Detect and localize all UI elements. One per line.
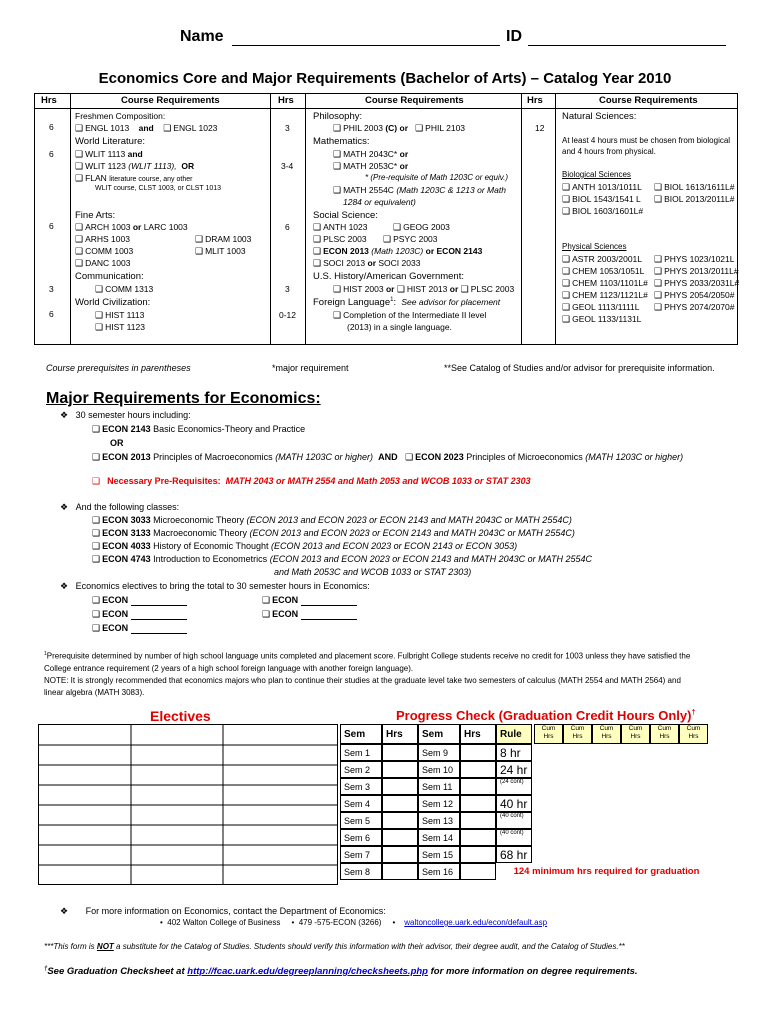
world-lit-label: World Literature:	[75, 136, 146, 147]
course-check: ❑ ANTH 1013/1011L	[562, 182, 642, 193]
phys-sciences-label: Physical Sciences	[562, 242, 627, 251]
anth1023-row: ❑ ANTH 1023	[313, 222, 368, 233]
sem-label: Sem 14	[418, 829, 460, 846]
sem-label: Sem 10	[418, 761, 460, 778]
math2043-row: ❑ MATH 2043C* or	[333, 149, 409, 160]
course-check: ❑ CHEM 1123/1121L#	[562, 290, 648, 301]
checkbox-icon[interactable]: ❑	[95, 323, 104, 333]
checksheet-link[interactable]: http://fcac.uark.edu/degreeplanning/checksheets.php	[187, 966, 428, 978]
sem-label: Sem 9	[418, 744, 460, 761]
course-check: ❑ BIOL 2013/2011L#	[654, 194, 735, 205]
contact-line: ❖ For more information on Economics, contact the Department of Economics:	[60, 906, 386, 917]
freshman-comp-label: Freshmen Composition:	[75, 111, 166, 121]
sem-label: Sem 5	[340, 812, 382, 829]
name-field[interactable]	[232, 45, 500, 46]
sem-label: Sem 16	[418, 863, 460, 880]
checkbox-icon[interactable]: ❑	[313, 223, 322, 233]
cum-hrs-cell[interactable]	[679, 724, 708, 744]
major-item: ❖ 30 semester hours including:	[60, 410, 191, 421]
checkbox-icon[interactable]: ❑	[396, 285, 405, 295]
hist1113-row: ❑ HIST 1113	[95, 310, 145, 321]
page-title: Economics Core and Major Requirements (Bachelor of Arts) – Catalog Year 2010	[98, 70, 672, 87]
econ3033-row: ❑ ECON 3033 Microeconomic Theory (ECON 2013 and ECON 2023 or ECON 2143 and MATH 2043C or MATH 2554C)	[92, 515, 572, 526]
checkbox-icon[interactable]: ❑	[562, 195, 571, 205]
econ2143-row: ❑ ECON 2143 Basic Economics-Theory and Practice	[92, 424, 306, 435]
sem-label: Sem 2	[340, 761, 382, 778]
hrs-input[interactable]	[382, 795, 418, 812]
checkbox-icon[interactable]: ❑	[562, 207, 571, 217]
sem-header: Sem	[340, 724, 382, 744]
engl-row: ❑ ENGL 1013 and ❑ ENGL 1023	[75, 123, 218, 134]
sem-label: Sem 4	[340, 795, 382, 812]
hrs-header: Hrs	[382, 724, 418, 744]
checkbox-icon[interactable]: ❑	[75, 162, 84, 172]
name-label: Name	[180, 28, 224, 45]
checkbox-icon[interactable]: ❑	[75, 223, 84, 233]
hrs-input[interactable]	[460, 863, 496, 880]
sem-label: Sem 8	[340, 863, 382, 880]
rule-value: 24 hr	[496, 761, 532, 778]
econ2013-row: ❑ ECON 2013 (Math 1203C) or ECON 2143	[313, 246, 483, 257]
hrs-input[interactable]	[460, 778, 496, 795]
checkbox-icon[interactable]: ❑	[313, 259, 322, 269]
electives-table[interactable]	[38, 724, 338, 885]
course-check: ❑ BIOL 1613/1611L#	[654, 182, 735, 193]
rule-header: Rule	[496, 724, 532, 744]
checkbox-icon[interactable]: ❑	[75, 235, 84, 245]
cum-label: Cum	[570, 725, 585, 732]
checkbox-icon[interactable]: ❑	[92, 542, 101, 552]
hours-value: 12	[535, 123, 545, 133]
cum-hrs-label: Hrs	[630, 733, 641, 740]
hrs-header: Hrs	[278, 95, 294, 106]
world-civ-label: World Civilization:	[75, 297, 151, 308]
checkbox-icon[interactable]: ❑	[92, 529, 101, 539]
wlit-row-2: ❑ WLIT 1123 (WLIT 1113), OR	[75, 161, 195, 172]
checkbox-icon[interactable]: ❑	[333, 162, 342, 172]
hrs-input[interactable]	[460, 829, 496, 846]
checkbox-icon[interactable]: ❑	[313, 235, 322, 245]
bio-sciences-label: Biological Sciences	[562, 170, 631, 179]
checkbox-icon[interactable]: ❑	[383, 235, 392, 245]
flan-row: ❑ FLAN literature course, any other	[75, 173, 193, 184]
econ4743-row: ❑ ECON 4743 Introduction to Econometrics (ECON 2013 and ECON 2023 or ECON 2143 and MATH 2043C or MATH 2554C	[92, 554, 593, 565]
course-req-header: Course Requirements	[365, 95, 464, 106]
cum-label: Cum	[599, 725, 614, 732]
philosophy-label: Philosophy:	[313, 111, 363, 122]
natural-note: and 4 hours from physical.	[562, 147, 656, 156]
hrs-input[interactable]	[382, 761, 418, 778]
mlit-row: ❑ MLIT 1003	[195, 246, 246, 257]
checkbox-icon[interactable]: ❑	[262, 610, 271, 620]
major-item: ❖ And the following classes:	[60, 502, 180, 513]
sem-label: Sem 6	[340, 829, 382, 846]
completion-row: ❑ Completion of the Intermediate II level	[333, 310, 487, 321]
checkbox-icon[interactable]: ❑	[654, 195, 663, 205]
fine-arts-label: Fine Arts:	[75, 210, 116, 221]
course-check: ❑ PHYS 2054/2050#	[654, 290, 735, 301]
checksheet-note: †See Graduation Checksheet at http://fcac.uark.edu/degreeplanning/checksheets.php for more information on degree requirements.	[44, 966, 638, 978]
cum-hrs-label: Hrs	[572, 733, 583, 740]
checkbox-icon[interactable]: ❑	[92, 516, 101, 526]
econ-elective-blank[interactable]: ❑ ECON	[92, 609, 187, 620]
sem-label: Sem 13	[418, 812, 460, 829]
min-hours-note: 124 minimum hrs required for graduation	[513, 866, 700, 877]
checkbox-icon[interactable]: ❑	[562, 303, 571, 313]
natural-note: At least 4 hours must be chosen from biological	[562, 136, 731, 145]
sem-header: Sem	[418, 724, 460, 744]
checkbox-icon[interactable]: ❑	[92, 453, 101, 463]
hist-row: ❑ HIST 2003 or ❑ HIST 2013 or ❑ PLSC 2003	[333, 284, 515, 295]
geog2003-row: ❑ GEOG 2003	[393, 222, 450, 233]
econ-elective-blank[interactable]: ❑ ECON	[262, 595, 357, 606]
hrs-input[interactable]	[382, 812, 418, 829]
hrs-input[interactable]	[460, 812, 496, 829]
checkbox-icon[interactable]: ❑	[562, 183, 571, 193]
comm1313-row: ❑ COMM 1313	[95, 284, 154, 295]
checkbox-icon[interactable]: ❑	[460, 285, 469, 295]
checkbox-icon[interactable]: ❑	[92, 555, 101, 565]
necessary-prereqs: ❑ Necessary Pre-Requisites: MATH 2043 or MATH 2554 and Math 2053 and WCOB 1033 or STAT 2303	[92, 476, 531, 487]
hrs-input[interactable]	[460, 761, 496, 778]
checkbox-icon[interactable]: ❑	[95, 285, 104, 295]
arhs-row: ❑ ARHS 1003	[75, 234, 130, 245]
hours-value: 3	[285, 123, 290, 133]
progress-title: Progress Check (Graduation Credit Hours Only)†	[396, 708, 696, 723]
id-field[interactable]	[528, 45, 726, 46]
hrs-input[interactable]	[382, 744, 418, 761]
cum-hrs-cell[interactable]	[621, 724, 650, 744]
hrs-input[interactable]	[382, 863, 418, 880]
dram-row: ❑ DRAM 1003	[195, 234, 252, 245]
sem-label: Sem 15	[418, 846, 460, 863]
cum-hrs-cell[interactable]	[563, 724, 592, 744]
hrs-header: Hrs	[41, 95, 57, 106]
course-check: ❑ PHYS 2033/2031L#	[654, 278, 740, 289]
sem-label: Sem 1	[340, 744, 382, 761]
checkbox-icon[interactable]: ❑	[333, 186, 342, 196]
sem-label: Sem 7	[340, 846, 382, 863]
cum-label: Cum	[541, 725, 556, 732]
completion-note: (2013) in a single language.	[347, 322, 452, 332]
checkbox-icon[interactable]: ❑	[75, 247, 84, 257]
econ2013-row: ❑ ECON 2013 Principles of Macroeconomics (MATH 1203C or higher) AND ❑ ECON 2023 Principles of Microeconomics (MATH 1203C or higher)	[92, 452, 684, 463]
cum-hrs-label: Hrs	[659, 733, 670, 740]
footnote: $^1$Prerequisite determined by number of high school language units completed and placement score. Fulbright College students receive no credit for 1003 unless they have satisfied the College entrance requirement (2 years of a high school foreign language with another foreign language). NOTE: It is strongly recommended that economics majors who plan to continue their studies at the graduate level take two semesters of calculus (MATH 2554 and MATH 2564) and linear algebra (MATH 3083).	[44, 651, 691, 697]
soci-row: ❑ SOCI 2013 or SOCI 2033	[313, 258, 421, 269]
econ4033-row: ❑ ECON 4033 History of Economic Thought (ECON 2013 and ECON 2023 or ECON 2143 or ECON 3053)	[92, 541, 518, 552]
checkbox-icon[interactable]: ❑	[562, 279, 571, 289]
cum-label: Cum	[686, 725, 701, 732]
checkbox-icon[interactable]: ❑	[195, 235, 204, 245]
math2053-row: ❑ MATH 2053C* or	[333, 161, 409, 172]
electives-title: Electives	[150, 708, 211, 724]
checkbox-icon[interactable]: ❑	[562, 255, 571, 265]
hrs-input[interactable]	[382, 778, 418, 795]
hrs-input[interactable]	[460, 846, 496, 863]
major-heading: Major Requirements for Economics:	[46, 390, 321, 407]
sem-label: Sem 12	[418, 795, 460, 812]
checkbox-icon[interactable]: ❑	[654, 183, 663, 193]
cum-hrs-label: Hrs	[601, 733, 612, 740]
checkbox-icon[interactable]: ❑	[562, 267, 571, 277]
econ-elective-blank[interactable]: ❑ ECON	[92, 595, 187, 606]
prereq-note: Course prerequisites in parentheses	[46, 363, 191, 373]
econ4743-prereq-cont: and Math 2053C and WCOB 1033 or STAT 2303)	[274, 567, 472, 577]
hours-value: 3	[49, 284, 54, 294]
checkbox-icon[interactable]: ❑	[333, 285, 342, 295]
checkbox-icon[interactable]: ❑	[92, 624, 101, 634]
cum-hrs-cell[interactable]	[650, 724, 679, 744]
checkbox-icon[interactable]: ❑	[92, 477, 101, 487]
checkbox-icon[interactable]: ❑	[562, 315, 571, 325]
checkbox-icon[interactable]: ❑	[654, 303, 663, 313]
phil-row: ❑ PHIL 2003 (C) or ❑ PHIL 2103	[333, 123, 466, 134]
diamond-bullet-icon: ❖	[60, 907, 69, 917]
psyc2003-row: ❑ PSYC 2003	[383, 234, 438, 245]
diamond-bullet-icon: ❖	[60, 582, 69, 592]
course-check: ❑ PHYS 2074/2070#	[654, 302, 735, 313]
checkbox-icon[interactable]: ❑	[195, 247, 204, 257]
checkbox-icon[interactable]: ❑	[654, 291, 663, 301]
sem-label: Sem 11	[418, 778, 460, 795]
checkbox-icon[interactable]: ❑	[75, 124, 84, 134]
mathematics-label: Mathematics:	[313, 136, 370, 147]
social-science-label: Social Science:	[313, 210, 378, 221]
checkbox-icon[interactable]: ❑	[75, 174, 84, 184]
hrs-header: Hrs	[527, 95, 543, 106]
cum-hrs-cell[interactable]	[592, 724, 621, 744]
checkbox-icon[interactable]: ❑	[262, 596, 271, 606]
rule-value: 8 hr	[496, 744, 532, 761]
course-check: ❑ CHEM 1053/1051L	[562, 266, 645, 277]
hrs-input[interactable]	[382, 846, 418, 863]
checkbox-icon[interactable]: ❑	[313, 247, 322, 257]
checkbox-icon[interactable]: ❑	[654, 279, 663, 289]
comm1003-row: ❑ COMM 1003	[75, 246, 134, 257]
cum-hrs-label: Hrs	[688, 733, 699, 740]
econ-elective-blank[interactable]: ❑ ECON	[92, 623, 187, 634]
hours-value: 0-12	[279, 310, 297, 320]
hours-value: 6	[49, 122, 54, 132]
wlit-course-note: WLIT course, CLST 1003, or CLST 1013	[95, 185, 222, 192]
checkbox-icon[interactable]: ❑	[654, 267, 663, 277]
course-check: ❑ CHEM 1103/1101L#	[562, 278, 648, 289]
communication-label: Communication:	[75, 271, 144, 282]
course-check: ❑ GEOL 1113/1111L	[562, 302, 640, 313]
course-check: ❑ BIOL 1603/1601L#	[562, 206, 644, 217]
cum-label: Cum	[657, 725, 672, 732]
hours-value: 6	[49, 221, 54, 231]
or-text: OR	[110, 438, 124, 448]
natural-sciences-label: Natural Sciences:	[562, 111, 637, 122]
sem-label: Sem 3	[340, 778, 382, 795]
checkbox-icon[interactable]: ❑	[95, 311, 104, 321]
math-equiv-note: 1284 or equivalent)	[343, 197, 416, 207]
math2554-row: ❑ MATH 2554C (Math 1203C & 1213 or Math	[333, 185, 506, 196]
checkbox-icon[interactable]: ❑	[333, 150, 342, 160]
disclaimer: ***This form is NOT a substitute for the Catalog of Studies. Students should verify this information with their advisor, their degree audit, and the Catalog of Studies.**	[44, 942, 625, 951]
hrs-header: Hrs	[460, 724, 496, 744]
checkbox-icon[interactable]: ❑	[405, 453, 414, 463]
checkbox-icon[interactable]: ❑	[75, 150, 84, 160]
checkbox-icon[interactable]: ❑	[163, 124, 172, 134]
econ3133-row: ❑ ECON 3133 Macroeconomic Theory (ECON 2013 and ECON 2023 or ECON 2143 and MATH 2043C or MATH 2554C)	[92, 528, 575, 539]
cum-label: Cum	[628, 725, 643, 732]
major-req-note: *major requirement	[272, 363, 349, 373]
checkbox-icon[interactable]: ❑	[333, 311, 342, 321]
hours-value: 6	[49, 149, 54, 159]
course-req-header: Course Requirements	[121, 95, 220, 106]
checkbox-icon[interactable]: ❑	[75, 259, 84, 269]
see-catalog-note: **See Catalog of Studies and/or advisor for prerequisite information.	[444, 363, 715, 373]
course-check: ❑ BIOL 1543/1541 L	[562, 194, 641, 205]
major-item: ❖ Economics electives to bring the total to 30 semester hours in Economics:	[60, 581, 370, 592]
diamond-bullet-icon: ❖	[60, 503, 69, 513]
checkbox-icon[interactable]: ❑	[415, 124, 424, 134]
hist1123-row: ❑ HIST 1123	[95, 322, 145, 333]
hrs-input[interactable]	[460, 744, 496, 761]
rule-value: 40 hr	[496, 795, 532, 812]
hours-value: 6	[49, 309, 54, 319]
diamond-bullet-icon: ❖	[60, 411, 69, 421]
course-check: ❑ GEOL 1133/1131L	[562, 314, 642, 325]
course-check: ❑ PHYS 1023/1021L	[654, 254, 735, 265]
course-req-header: Course Requirements	[599, 95, 698, 106]
hours-value: 3-4	[281, 161, 294, 171]
checkbox-icon[interactable]: ❑	[92, 610, 101, 620]
checkbox-icon[interactable]: ❑	[92, 596, 101, 606]
econ-elective-blank[interactable]: ❑ ECON	[262, 609, 357, 620]
econ-website-link[interactable]: waltoncollege.uark.edu/econ/default.asp	[404, 918, 548, 927]
checkbox-icon[interactable]: ❑	[393, 223, 402, 233]
wlit-row-1: ❑ WLIT 1113 and	[75, 149, 143, 160]
hrs-input[interactable]	[382, 829, 418, 846]
rule-value: (40 cont)	[496, 812, 532, 829]
course-check: ❑ PHYS 2013/2011L#	[654, 266, 739, 277]
id-label: ID	[506, 28, 522, 45]
rule-value: 68 hr	[496, 846, 532, 863]
rule-value: (40 cont)	[496, 829, 532, 846]
hrs-input[interactable]	[460, 795, 496, 812]
foreign-language-label: Foreign Language$^1$: See advisor for placement	[313, 297, 501, 309]
hours-value: 3	[285, 284, 290, 294]
arch-row: ❑ ARCH 1003 or LARC 1003	[75, 222, 188, 233]
hours-value: 6	[285, 222, 290, 232]
course-check: ❑ ASTR 2003/2001L	[562, 254, 643, 265]
checkbox-icon[interactable]: ❑	[654, 255, 663, 265]
cum-hrs-cell[interactable]	[534, 724, 563, 744]
cum-hrs-label: Hrs	[543, 733, 554, 740]
plsc2003-row: ❑ PLSC 2003	[313, 234, 367, 245]
contact-details: • 402 Walton College of Business • 479 -575-ECON (3266) • waltoncollege.uark.edu/econ/default.asp	[160, 918, 548, 927]
core-requirements-table	[34, 93, 738, 345]
checkbox-icon[interactable]: ❑	[92, 425, 101, 435]
math-prereq-note: * (Pre-requisite of Math 1203C or equiv.)	[365, 173, 509, 182]
us-history-label: U.S. History/American Government:	[313, 271, 464, 282]
checkbox-icon[interactable]: ❑	[562, 291, 571, 301]
rule-value: (24 cont)	[496, 778, 532, 795]
danc-row: ❑ DANC 1003	[75, 258, 131, 269]
checkbox-icon[interactable]: ❑	[333, 124, 342, 134]
